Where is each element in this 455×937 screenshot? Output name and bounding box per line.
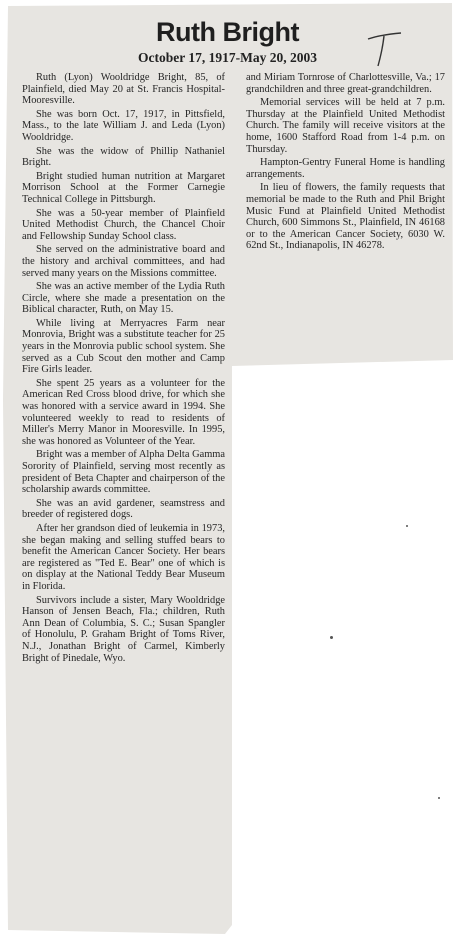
obituary-title: Ruth Bright: [156, 17, 299, 47]
paragraph: After her grandson died of leukemia in 1973, she began making and selling stuffed bears to benefit the American Cancer Society. Her bears are registered as "Ted E. Bear" one of which is on display at the National Teddy Bear Museum in Florida.: [22, 522, 225, 592]
paragraph: She was a 50-year member of Plainfield United Methodist Church, the Chancel Choir and Fellowship Sunday School class.: [22, 207, 225, 242]
scan-speck: [438, 797, 440, 799]
paragraph: Bright studied human nutrition at Margaret Morrison School at the Former Carnegie Technical College in Pittsburgh.: [22, 170, 225, 205]
paragraph: Survivors include a sister, Mary Wooldridge Hanson of Jensen Beach, Fla.; children, Ruth Ann Dean of Columbia, S. C.; Susan Spangler of Honolulu, P. Graham Bright of Toms River, N.J., Jonathan Bright of Carmel, Kimberly Bright of Pinedale, Wyo.: [22, 594, 225, 664]
paragraph: She spent 25 years as a volunteer for the American Red Cross blood drive, for which she was honored with a service award in 1994. She volunteered weekly to read to residents of Miller's Merry Manor in Mooresville. In 1995, she was honored as Volunteer of the Year.: [22, 377, 225, 447]
paragraph: She was an avid gardener, seamstress and breeder of registered dogs.: [22, 497, 225, 521]
paragraph: In lieu of flowers, the family requests that memorial be made to the Ruth and Phil Bright Music Fund at Plainfield United Methodist Church, 600 Simmons St., Plainfield, IN 46168 or to the American Cancer Society, 6030 W. 62nd St., Indianapolis, IN 46278.: [246, 182, 445, 252]
paragraph-continuation: and Miriam Tornrose of Charlottesville, Va.; 17 grandchildren and three great-grandchildren.: [246, 72, 445, 95]
paragraph: Memorial services will be held at 7 p.m. Thursday at the Plainfield United Methodist Church. The family will receive visitors at the home, 1600 Stafford Road from 1-4 p.m. on Thursday.: [246, 97, 445, 155]
right-column: [246, 72, 445, 254]
paragraph: Bright was a member of Alpha Delta Gamma Sorority of Plainfield, serving most recently as president of Beta Chapter and chairperson of the scholarship awards committee.: [22, 449, 225, 496]
paragraph: She was an active member of the Lydia Ruth Circle, where she made a presentation on the Biblical character, Ruth, on May 15.: [22, 281, 225, 316]
scan-speck: [406, 525, 408, 527]
paragraph: Ruth (Lyon) Wooldridge Bright, 85, of Plainfield, died May 20 at St. Francis Hospital-Mooresville.: [22, 72, 225, 107]
paragraph: While living at Merryacres Farm near Monrovia, Bright was a substitute teacher for 25 years in the Monrovia public school system. She served as a Cub Scout den mother and Camp Fire Girls leader.: [22, 317, 225, 376]
paragraph: She served on the administrative board and the history and archival committees, and had served many years on the Missions committee.: [22, 244, 225, 279]
paragraph: Hampton-Gentry Funeral Home is handling arrangements.: [246, 157, 445, 180]
handwritten-mark: [365, 28, 405, 68]
obituary-dates: October 17, 1917-May 20, 2003: [138, 50, 317, 65]
scan-speck: [330, 636, 333, 639]
paragraph: She was born Oct. 17, 1917, in Pittsfield, Mass., to the late William J. and Leda (Lyon) Wooldridge.: [22, 108, 225, 143]
left-column: [22, 72, 225, 666]
paragraph: She was the widow of Phillip Nathaniel Bright.: [22, 145, 225, 169]
